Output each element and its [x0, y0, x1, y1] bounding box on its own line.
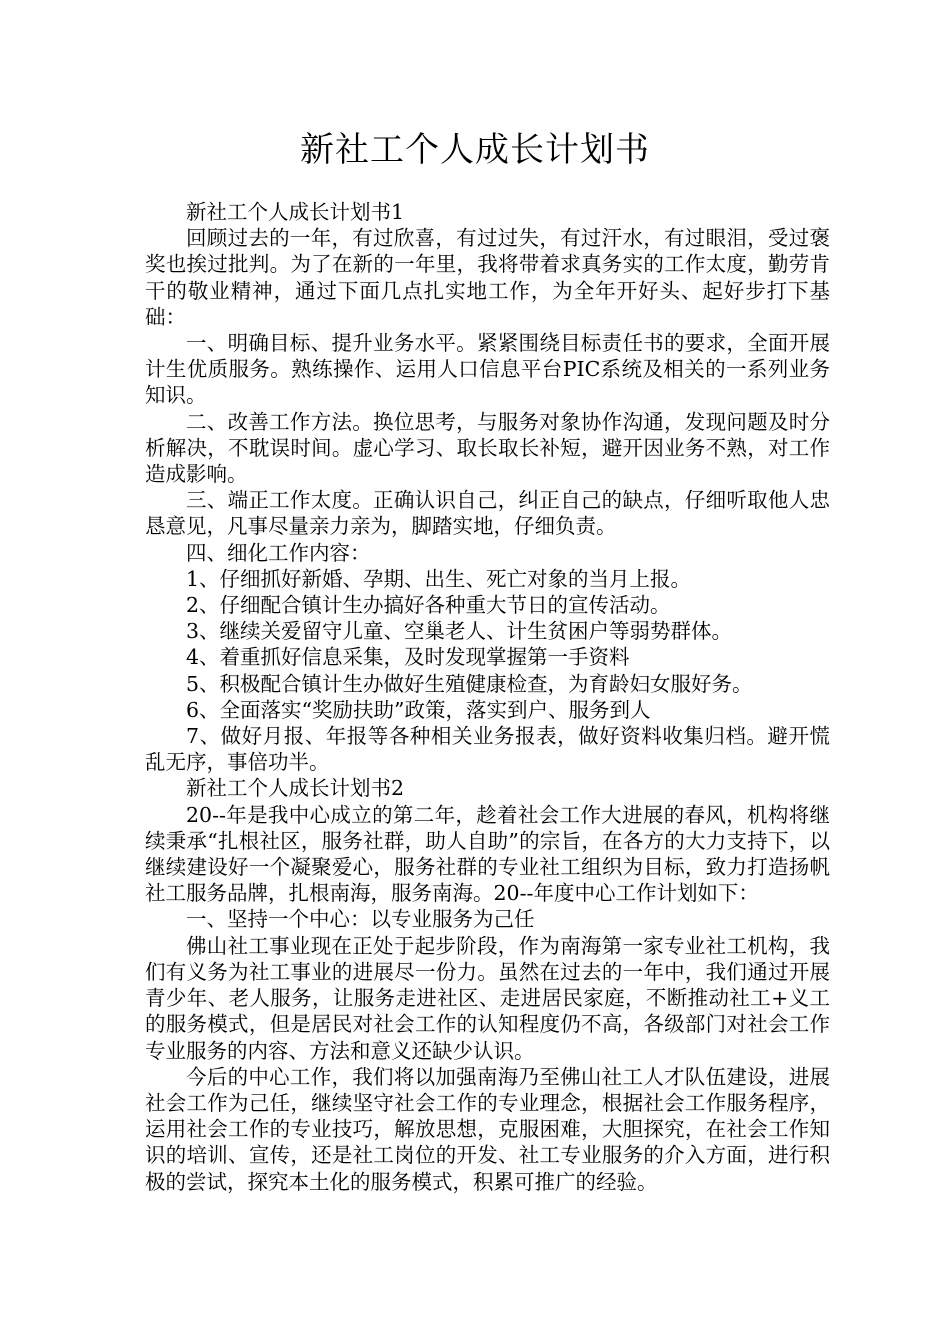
list-item-3: 3、继续关爱留守儿童、空巢老人、计生贫困户等弱势群体。: [186, 619, 733, 644]
paragraph-point-4: 四、细化工作内容：: [186, 540, 371, 565]
document-title: 新社工个人成长计划书: [300, 130, 650, 170]
paragraph-center-heading: 一、坚持一个中心：以专业服务为己任: [186, 907, 535, 932]
list-item-5: 5、积极配合镇计生办做好生殖健康检查，为育龄妇女服好务。: [186, 671, 753, 696]
section-heading-1: 新社工个人成长计划书1: [186, 200, 405, 224]
paragraph-future: 今后的中心工作，我们将以加强南海乃至佛山社工人才队伍建设，进展社会工作为己任，继续坚守社会工作的专业理念，根据社会工作服务程序，运用社会工作的专业技巧，解放思想，克服困难，大胆探究，在社会工作知识的培训、宣传，还是社工岗位的开发、社工专业服务的介入方面，进行积极的尝试，探究本土化的服务模式，积累可推广的经验。: [145, 1064, 830, 1194]
paragraph-point-3: 三、端正工作太度。正确认识自己，纠正自己的缺点，仔细听取他人忠恳意见，凡事尽量亲力亲为，脚踏实地，仔细负责。: [145, 488, 830, 539]
paragraph-plan-intro: 20--年是我中心成立的第二年，趁着社会工作大进展的春风，机构将继续秉承“扎根社区，服务社群，助人自助”的宗旨，在各方的大力支持下，以继续建设好一个凝聚爱心，服务社群的专业社工组织为目标，致力打造扬帆社工服务品牌，扎根南海，服务南海。20--年度中心工作计划如下：: [145, 802, 830, 906]
list-item-6: 6、全面落实“奖励扶助”政策，落实到户、服务到人: [186, 697, 651, 722]
paragraph-point-2: 二、改善工作方法。换位思考，与服务对象协作沟通，发现问题及时分析解决，不耽误时间。虚心学习、取长取长补短，避开因业务不熟，对工作造成影响。: [145, 409, 830, 487]
paragraph-point-1: 一、明确目标、提升业务水平。紧紧围绕目标责任书的要求，全面开展计生优质服务。熟练操作、运用人口信息平台PIC系统及相关的一系列业务知识。: [145, 331, 830, 408]
list-item-4: 4、着重抓好信息采集，及时发现掌握第一手资料: [186, 645, 630, 670]
list-item-2: 2、仔细配合镇计生办搞好各种重大节日的宣传活动。: [186, 593, 671, 618]
paragraph-status: 佛山社工事业现在正处于起步阶段，作为南海第一家专业社工机构，我们有义务为社工事业的进展尽一份力。虽然在过去的一年中，我们通过开展青少年、老人服务，让服务走进社区、走进居民家庭，不断推动社工+义工的服务模式，但是居民对社会工作的认知程度仍不高，各级部门对社会工作专业服务的内容、方法和意义还缺少认识。: [145, 933, 830, 1063]
list-item-1: 1、仔细抓好新婚、孕期、出生、死亡对象的当月上报。: [186, 566, 692, 591]
list-item-7: 7、做好月报、年报等各种相关业务报表，做好资料收集归档。避开慌乱无序，事倍功半。: [145, 724, 830, 775]
section-heading-2: 新社工个人成长计划书2: [186, 776, 405, 801]
document-body: [145, 199, 830, 1195]
paragraph-intro: 回顾过去的一年，有过欣喜，有过过失，有过汗水，有过眼泪，受过褒奖也挨过批判。为了在新的一年里，我将带着求真务实的工作太度，勤劳肯干的敬业精神，通过下面几点扎实地工作，为全年开好头、起好步打下基础：: [145, 226, 830, 329]
